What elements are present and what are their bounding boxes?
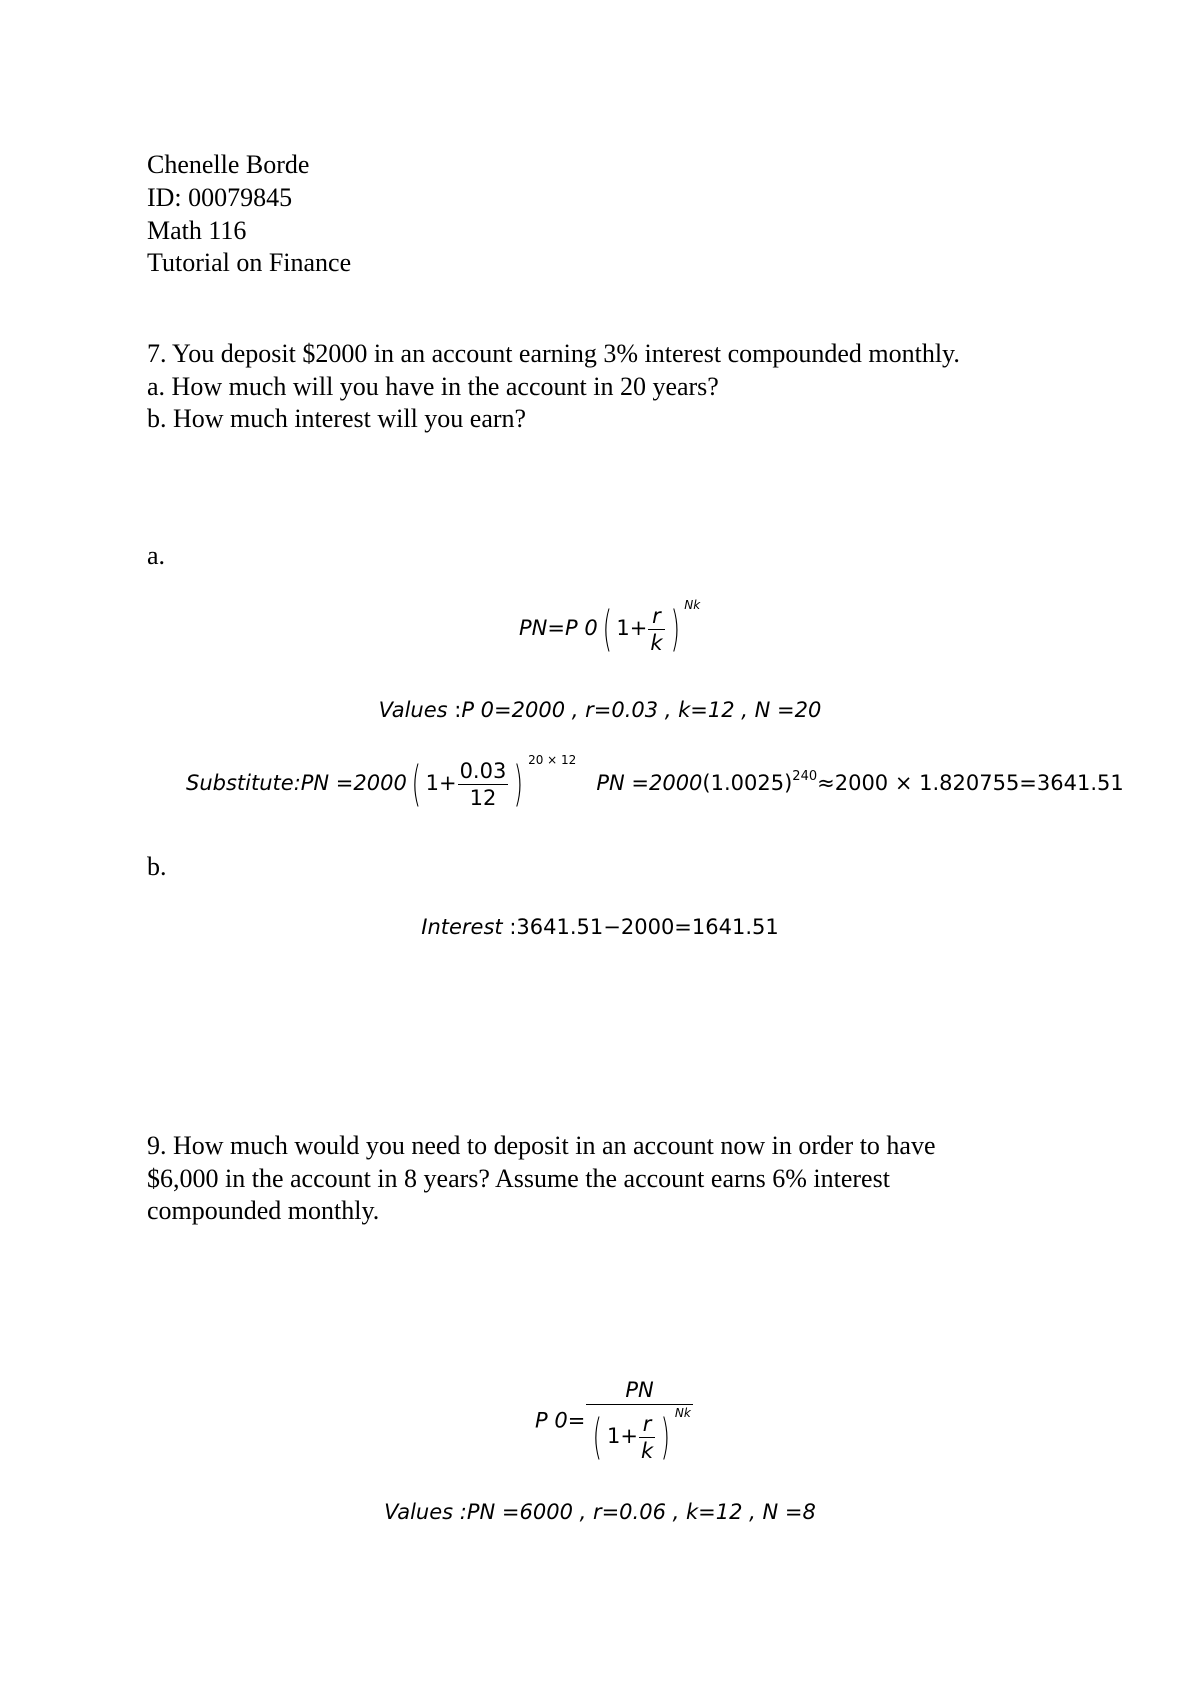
substitute-label: Substitute — [186, 771, 294, 795]
q9-formula-r: r — [639, 1412, 655, 1438]
substitute-exponent: 20 × 12 — [528, 753, 577, 767]
q9-line-3: compounded monthly. — [147, 1196, 380, 1225]
formula-p0: P 0 — [564, 616, 598, 640]
student-name: Chenelle Borde — [147, 150, 310, 179]
interest-label: Interest — [421, 915, 503, 939]
q9-formula-exponent: Nk — [674, 1406, 691, 1420]
q9-values-label: Values — [384, 1500, 454, 1524]
q7-substitute: Substitute:PN =2000( 1+ $\frac{0.03}{12}$ ) $^{20 \times 12}$ PN $=2000(1.0025)^{240}\approx 2000 \times 1.820755=3641.51$ — [186, 753, 1124, 812]
formula-lhs: PN — [519, 616, 548, 640]
q9-values — [0, 1500, 1200, 1524]
q7-part-a: a. How much will you have in the account in 20 years? — [147, 372, 719, 401]
substitute-base: (1.0025) — [702, 771, 793, 795]
q7-interest — [0, 915, 1200, 939]
q9-formula-one: 1+ — [607, 1424, 638, 1448]
q9-formula-num: PN — [586, 1378, 693, 1405]
course-name: Math 116 — [147, 216, 247, 245]
q9-formula-den: ( 1+ $\frac{r}{k}$ ) $^{Nk}$ — [592, 1406, 691, 1465]
formula-num: r — [648, 604, 664, 630]
formula-den: k — [650, 630, 663, 655]
tutorial-title: Tutorial on Finance — [147, 248, 352, 277]
substitute-rhs-a: PN =2000 — [596, 771, 703, 795]
formula-fraction — [648, 604, 664, 655]
q9-line-2: $6,000 in the account in 8 years? Assume the account earns 6% interest — [147, 1164, 890, 1193]
substitute-num: 0.03 — [459, 758, 507, 783]
q9-values-text: :PN =6000 , r=0.06 , k=12 , N =8 — [459, 1500, 816, 1524]
q7-part-b: b. How much interest will you earn? — [147, 404, 527, 433]
q9-formula — [535, 1378, 694, 1463]
formula-one: 1+ — [616, 616, 648, 640]
substitute-fraction — [458, 759, 509, 810]
q7-prompt: 7. You deposit $2000 in an account earning 3% interest compounded monthly. — [147, 339, 960, 368]
q7-answer-b-label: b. — [147, 852, 167, 881]
q9-formula-fraction — [586, 1378, 693, 1463]
formula-exponent: Nk — [684, 598, 701, 612]
substitute-den: 12 — [469, 785, 497, 810]
substitute-rhs-b: ≈2000 × 1.820755=3641.51 — [817, 771, 1124, 795]
substitute-base-exponent: 240 — [792, 769, 818, 784]
q9-formula-k: k — [641, 1438, 654, 1463]
values-text: P 0=2000 , r=0.03 , k=12 , N =20 — [461, 698, 822, 722]
values-label: Values — [378, 698, 448, 722]
q7-values: Values :P 0=2000 , r=0.03 , k=12 , N =20 — [378, 698, 822, 722]
student-id: ID: 00079845 — [147, 183, 293, 212]
q9-formula-lhs: P 0= — [535, 1408, 586, 1433]
substitute-lhs: :PN =2000 — [293, 771, 407, 795]
substitute-one: 1+ — [425, 771, 457, 795]
q9-line-1: 9. How much would you need to deposit in an account now in order to have — [147, 1131, 936, 1160]
q7-formula: PN=P 0( 1+ $\frac{r}{k}$ ) $^{Nk}$ — [519, 598, 701, 657]
q7-answer-a-label: a. — [147, 541, 166, 570]
interest-text: :3641.51−2000=1641.51 — [509, 915, 779, 939]
